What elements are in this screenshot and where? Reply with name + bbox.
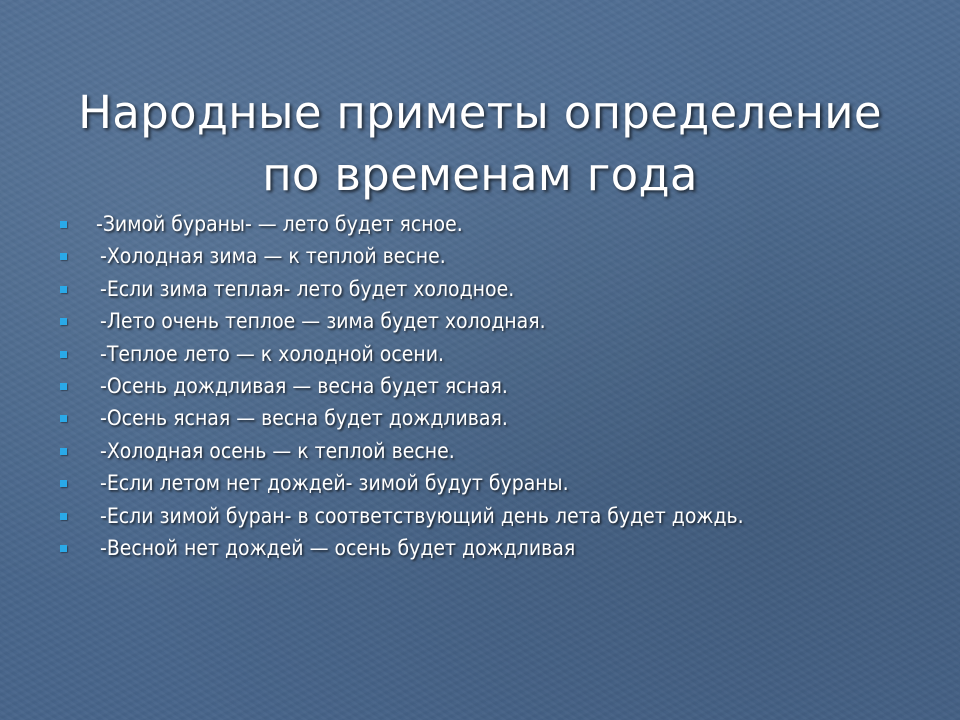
square-bullet-icon <box>60 480 67 487</box>
list-item <box>58 370 948 402</box>
list-item-text: -Лето очень теплое — зима будет холодная. <box>100 309 546 334</box>
bullet-list <box>58 208 948 564</box>
slide-title-line-1: Народные приметы определение <box>78 86 882 140</box>
square-bullet-icon <box>60 545 67 552</box>
list-item <box>58 500 948 532</box>
list-item <box>58 467 948 499</box>
square-bullet-icon <box>60 318 67 325</box>
list-item <box>58 402 948 434</box>
list-item-text: -Зимой бураны- — лето будет ясное. <box>96 212 463 236</box>
list-item-text: -Холодная зима — к теплой весне. <box>100 244 446 269</box>
list-item-text: -Если зимой буран- в соответствующий день лета будет дождь. <box>100 503 744 528</box>
list-item-text: -Теплое лето — к холодной осени. <box>100 341 444 366</box>
square-bullet-icon <box>60 448 67 455</box>
list-item-text: -Весной нет дождей — осень будет дождливая <box>100 535 576 560</box>
list-item-text: -Холодная осень — к теплой весне. <box>100 438 455 463</box>
square-bullet-icon <box>60 415 67 422</box>
list-item-text: -Если летом нет дождей- зимой будут бураны. <box>100 471 569 496</box>
square-bullet-icon <box>60 221 67 228</box>
square-bullet-icon <box>60 383 67 390</box>
list-item <box>58 435 948 467</box>
list-item-text: -Осень ясная — весна будет дождливая. <box>100 406 508 431</box>
square-bullet-icon <box>60 513 67 520</box>
square-bullet-icon <box>60 253 67 260</box>
list-item <box>58 273 948 305</box>
list-item <box>58 532 948 564</box>
slide-title <box>40 82 920 206</box>
list-item-text: -Осень дождливая — весна будет ясная. <box>100 373 508 398</box>
list-item <box>58 208 948 240</box>
square-bullet-icon <box>60 351 67 358</box>
list-item <box>58 305 948 337</box>
square-bullet-icon <box>60 286 67 293</box>
list-item-text: -Если зима теплая- лето будет холодное. <box>100 276 515 301</box>
slide-title-line-2: по временам года <box>262 148 698 202</box>
list-item <box>58 338 948 370</box>
list-item <box>58 240 948 272</box>
